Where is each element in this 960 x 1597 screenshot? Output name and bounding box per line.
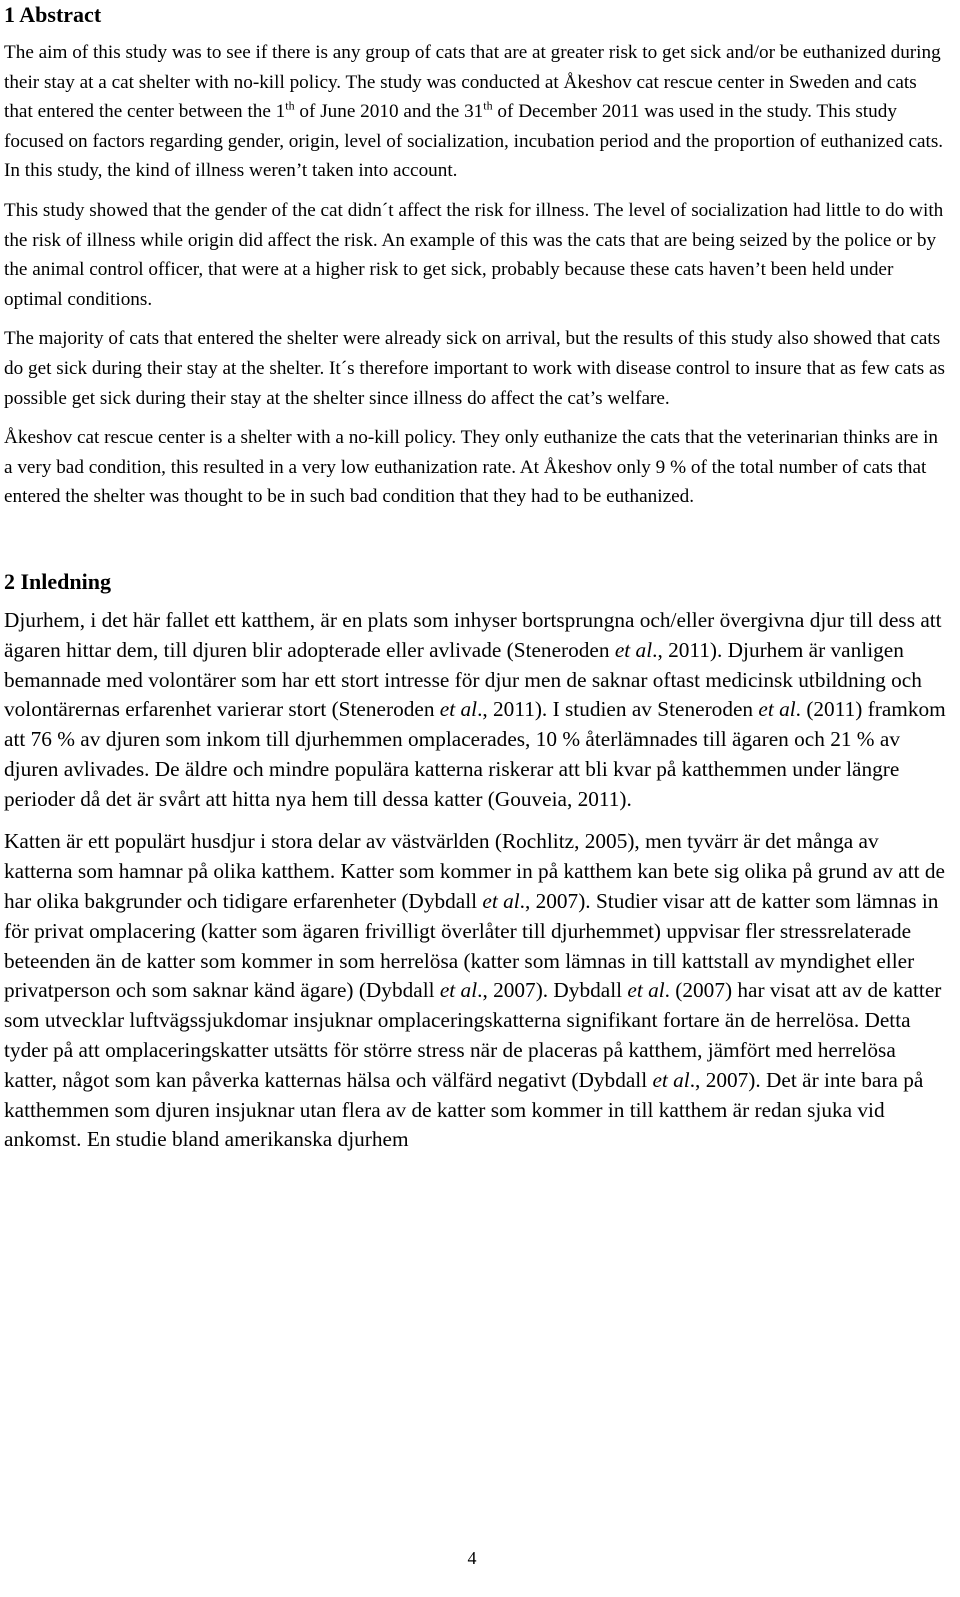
et-al: et al <box>758 697 796 722</box>
text-run: ., 2011). I studien av Steneroden <box>477 697 759 722</box>
abstract-paragraph-4: Åkeshov cat rescue center is a shelter with a no-kill policy. They only euthanize the cats that the veterinarian thinks are in a very bad condition, this resulted in a very low euthanization rate. At Åkeshov only 9 % of the total number of cats that entered the shelter was thought to be in such bad condition that they had to be euthanized. <box>4 427 938 508</box>
abstract-heading: 1 Abstract <box>4 2 102 27</box>
abstract-paragraph-3: The majority of cats that entered the shelter were already sick on arrival, but the results of this study also showed that cats do get sick during their stay at the shelter. It´s therefore important to work with disease control to insure that as few cats as possible get sick during their stay at the shelter since illness do affect the cat’s welfare. <box>4 328 945 409</box>
text-run: ., 2007). Det är inte bara på katthemmen som djuren insjuknar utan flera av de katter som kommer in till katthem är redan sjuka vid ankomst. En studie bland amerikanska djurhem <box>4 1067 924 1152</box>
abstract-paragraph-1 <box>4 38 948 186</box>
superscript: th <box>483 98 493 113</box>
abstract-section <box>4 0 948 512</box>
abstract-paragraph-2: This study showed that the gender of the cat didn´t affect the risk for illness. The level of socialization had little to do with the risk of illness while origin did affect the risk. An example of this was the cats that are being seized by the police or by the animal control officer, that were at a higher risk to get sick, probably because these cats haven’t been held under optimal conditions. <box>4 199 944 310</box>
text-run: Djurhem, i det här fallet ett katthem, är en plats som inhyser bortsprungna och/eller övergivna djur till dess att ägaren hittar dem, till djuren blir adopterade eller avlivade (Steneroden <box>4 607 942 662</box>
text-run: of June 2010 and the 31 <box>294 101 484 123</box>
intro-paragraph-2 <box>4 827 948 1155</box>
intro-section <box>4 567 948 1155</box>
page-content <box>4 0 948 1168</box>
et-al: et al <box>652 1067 690 1092</box>
intro-heading: 2 Inledning <box>4 568 111 594</box>
text-run: of December 2011 was used in the study. This study focused on factors regarding gender, origin, level of socialization, incubation period and the proportion of euthanized cats. In this study, the kind of illness weren’t taken into account. <box>4 101 944 182</box>
text-run: The aim of this study was to see if there is any group of cats that are at greater risk to get sick and/or be euthanized during their stay at a cat shelter with no-kill policy. The study was conducted at Åkeshov cat rescue center in Sweden and cats that entered the center between the 1 <box>4 42 941 123</box>
text-run: Katten är ett populärt husdjur i stora delar av västvärlden (Rochlitz, 2005), men tyvärr är det många av katterna som hamnar på olika katthem. Katter som kommer in på katthem kan bete sig olika på grund av att de har olika bakgrunder och tidigare erfarenheter (Dybdall <box>4 829 945 914</box>
text-run: ., 2007). Studier visar att de katter som lämnas in för privat omplacering (katter som ägaren frivilligt överlåter till djurhemmet) uppvisar fler stressrelaterade beteenden än de katter som kommer in som herrelösa (katter som lämnas in till kattstall av myndighet eller privatperson och som saknar känd ägare) (Dybdall <box>4 889 939 1003</box>
page-number: 4 <box>467 1548 477 1568</box>
text-run: ., 2007). Dybdall <box>477 978 628 1003</box>
et-al: et al <box>439 978 478 1003</box>
et-al: et al <box>439 697 478 722</box>
text-run: . (2011) framkom att 76 % av djuren som inkom till djurhemmen omplacerades, 10 % återlämnades till ägaren och 21 % av djuren avlivades. De äldre och mindre populära katterna riskerar att bli kvar på katthemmen under längre perioder då det är svårt att hitta nya hem till dessa katter (Gouveia, 2011). <box>4 697 946 811</box>
et-al: et al <box>627 978 665 1003</box>
text-run: . (2007) har visat att av de katter som utvecklar luftvägssjukdomar insjuknar omplaceringskatterna signifikant fortare än de herrelösa. Detta tyder på att omplaceringskatter utsätts för större stress när de placeras på katthem, jämfört med herrelösa katter, något som kan påverka katternas hälsa och välfärd negativt (Dybdall <box>4 978 942 1092</box>
text-run: ., 2011). Djurhem är vanligen bemannade med volontärer som har ett stort intresse för djur men de saknar oftast medicinsk utbildning och volontärernas erfarenhet varierar stort (Steneroden <box>4 637 922 722</box>
intro-paragraph-1 <box>4 606 948 815</box>
et-al: et al <box>482 889 520 914</box>
superscript: th <box>285 98 295 113</box>
et-al: et al <box>614 637 653 662</box>
